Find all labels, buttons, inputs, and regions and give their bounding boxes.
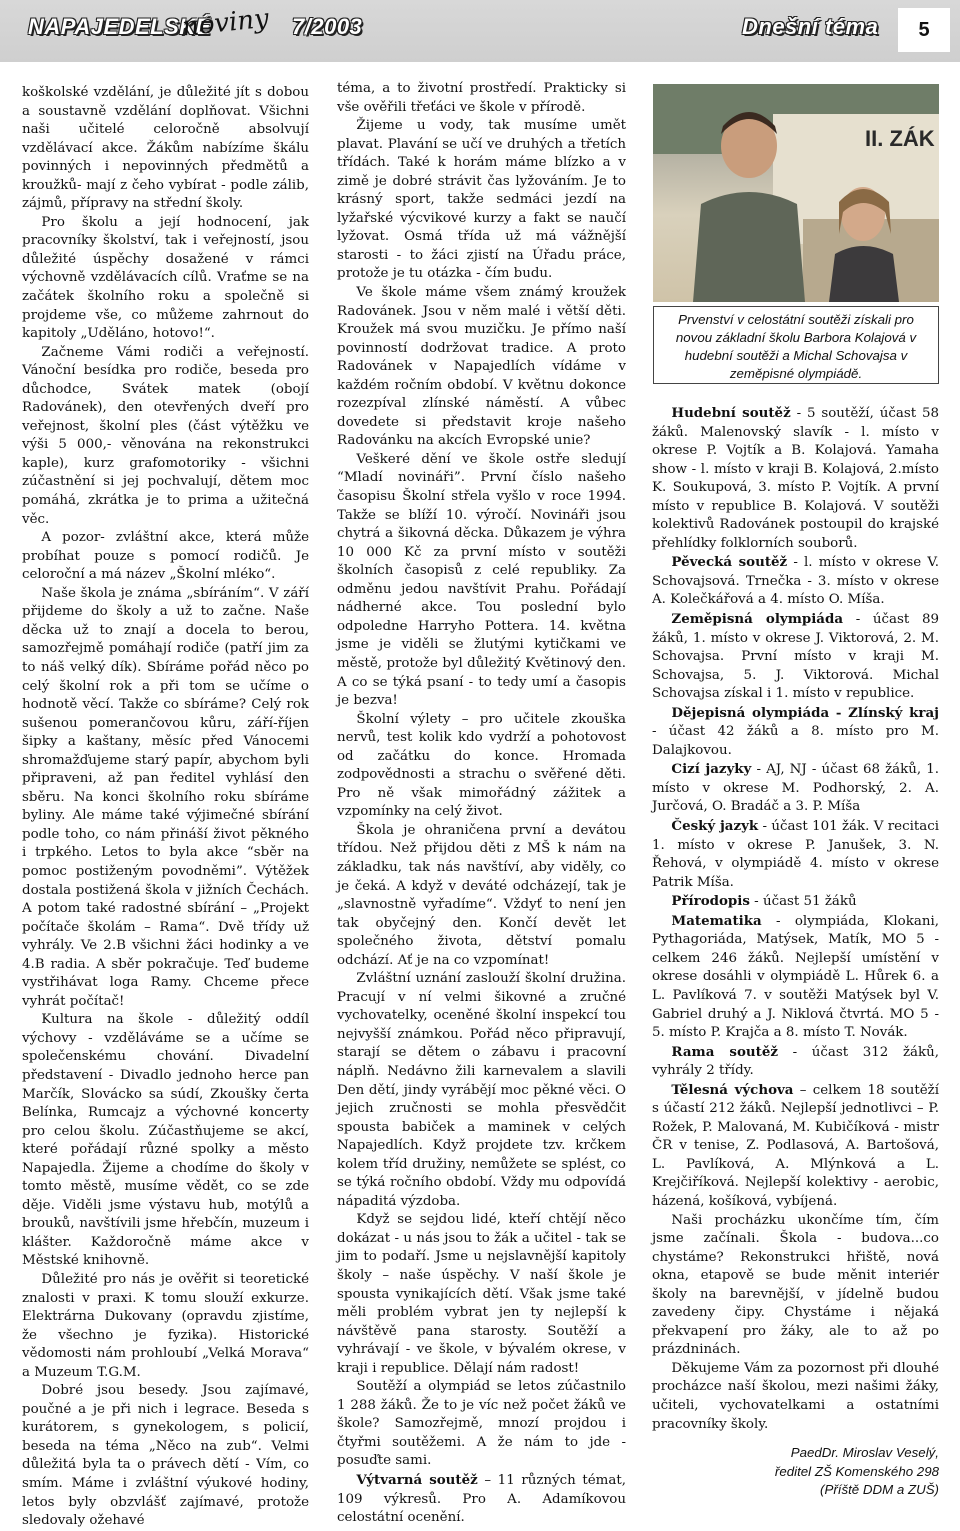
paragraph-lead: Výtvarná soutěž — [356, 1472, 478, 1489]
result-paragraph: Hudební soutěž - 5 soutěží, účast 58 žáků. Malenovský slavík - l. místo v okrese P. Vojtík a B. Kolajová. Yamaha show - l. místo v kraji B. Kolajová, 2.místo K. Soukupová, 3. místo P. Vojtík. A první místo v republice B. Kolajová. V soutěži kolektivů Radovánek postoupil do krajské přehlídky folklorních souborů. — [652, 405, 939, 551]
paragraph: Ve škole máme všem známý kroužek Radovánek. Jsou v něm malé i větší děti. Kroužek má svou muzičku. Je přímo naší povinností dodržovat tradice. A proto Radovánek v Napajedlích vídáme v každém ročním období. V květnu dokonce rozezpíval zlínské náměstí. A vůbec dovedete si představit kroje našeho Radovánku na akcích Evropské unie? — [337, 285, 626, 449]
paragraph: Naši procházku ukončíme tím, čím jsme začínali. Škola - budova...co chystáme? Rekonstrukci hřiště, nová okna, etapově se bude měnit interiér školy na barevnější, v jídelně budou zavedeny čipy. Chystáme i nějaká překvapení pro žáky, ale to až po prázdninách. — [652, 1212, 939, 1358]
paragraph: Veškeré dění ve škole ostře sledují “Mladí novináři”. První číslo našeho časopisu Školní střela vyšlo v roce 1994. Takže se blíží 10. výročí. Novináři jsou chytrá a šikovná děcka. Důkazem je výhra 10 000 Kč za první místo v soutěži školních časopisů z celé republiky. Za odměnu jedou navštívit Prahu. Pořádají nádherné akce. Tou poslední bylo odpoledne Harryho Pottera. 14. května jsme je viděli se žlutými kytičkami ve městě, protože byl důležitý Květinový den. A co se týká psaní - to tedy umí a časopis je bezva! — [337, 451, 626, 709]
result-paragraph: Cizí jazyky - AJ, NJ - účast 68 žáků, 1. místo v okrese M. Podhorský, 2. A. Jurčová, O. Bradáč a 3. P. Míša — [652, 761, 940, 815]
paragraph: Soutěží a olympiád se letos zúčastnilo 1 288 žáků. Že to je víc než počet žáků ve škole? Samozřejmě, mnozí projdou i čtyřmi soutěžemi. A že nám to jde - posuďte sami. — [337, 1379, 626, 1469]
paragraph: koškolské vzdělání, je důležité jít s dobou a soustavně vzdělání doplňovat. Všichni naši učitelé celoročně absolvují vzdělávací akce. Žákům nabízíme škálu povinných i nepovinných předmětů a kroužků- mají z čeho vybírat - podle zálib, zájmů, přípravy na střední školy. — [22, 85, 309, 212]
result-paragraph: Dějepisná olympiáda - Zlínský kraj - účast 42 žáků a 8. místo pro M. Dalajkovou. — [652, 704, 939, 758]
signature-role: ředitel ZŠ Komenského 298 — [774, 1463, 939, 1479]
result-paragraph: Český jazyk - účast 101 žák. V recitaci 1. místo v okrese P. Janušek, 3. N. Řehová, v olympiádě 4. místo v okrese Patrik Míša. — [652, 818, 939, 890]
paragraph: Když se sejdou lidé, kteří chtějí něco dokázat - u nás jsou to žák a učitel - tak se jim to podaří. Jsme u nejslavnější kapitoly školy – naše úspěchy. V naší škole je spousta vynikajících dětí. Však jsme také měli problém vybrat jen ty nejlepší k návštěvě pana starosty. Soutěží a vyhrávají - ve škole, v bývalém okrese, v kraji i republice. Dělají nám radost! — [337, 1212, 626, 1376]
column-1 — [22, 84, 309, 1531]
column-3 — [652, 404, 939, 1500]
paragraph: Naše škola je známa „sbíráním“. V září přijdeme do školy a už to začne. Naše děcka už to znají a docela to berou, samozřejmě pomáhají rodiče (patří jim za to náš velký dík). Sbíráme pořád něco po celý školní rok a při tom se učíme o hodnotě věcí. Takže co sbíráme? Celý rok sušenou pomerančovou kůru, září-říjen šipky a kaštany, měsíc před Vánocemi shromažďujeme starý papír, abychom byli připraveni, až pan ředitel vyhlásí den sběru. Na konci školního roku sbíráme byliny. Ale máme také výjimečné sbírání podle toho, co nám přináší život pěkného i trpkého. Letos to byla akce “sběr na pomoc postiženým povodněmi”. Výtěžek dostala postižená škola v jižních Čechách. A potom také radostné sbírání – „Projekt počítače školám – Rama“. Dvě třídy už vyhrály. Ve 2.B všichni žáci hodinky a ve 4.B radia. A sběr pokračuje. Teď budeme vystřihávat loga Ramy. Chceme přece vyhrát počítač! — [22, 585, 309, 1009]
paragraph: A pozor- zvláštní akce, která může probíhat pouze s pomocí rodičů. Je celoroční a má název „Školní mléko“. — [22, 530, 309, 583]
paragraph: Pro školu a její hodnocení, jak pracovníky školství, tak i veřejností, jsou důležité úspěchy dosažené v rámci výchovně vzdělávacích cílů. Vraťme se na začátek školního roku a společně si projdeme vše, co můžeme zahrnout do kapitoly „Uděláno, hotovo!“. — [22, 214, 309, 342]
page-header — [0, 0, 960, 62]
paragraph: Školní výlety – pro učitele zkouška nervů, test kolik kdo vydrží a pohotovost od začátku do konce. Hromada zodpovědnosti a strachu o svěřené děti. Pro ně však mimořádný zážitek a vzpomínky na celý život. — [337, 711, 626, 820]
paragraph: Škola je ohraničena první a devátou třídou. Než přijdou děti z MŠ k nám na základku, tak nás navštíví, aby viděly, co je čeká. A když v deváté odcházejí, tak je „slavnostně vyřadíme“. Vždyť to není jen tak obyčejný den. Končí devět let společného života, dětství pomalu odchází. Ať je na co vzpomínat! — [337, 822, 626, 968]
paragraph: Začneme Vámi rodiči a veřejností. Vánoční besídka pro rodiče, beseda pro důchodce, Svátek matek (obojí Radovánek), den otevřených dveří pro veřejnost, školní ples (část výtěžku ve výši 5 000,- věnována na rekonstrukci kaple), kurz grafomotoriky - všichni zúčastnění si jej pochvalují, dětem moc pomáhá, zkrátka je to prima a užitečná věc. — [22, 344, 309, 527]
newspaper-title: NAPAJEDELSKÉ — [28, 14, 211, 39]
result-paragraph: Rama soutěž - účast 312 žáků, vyhrály 2 třídy. — [652, 1043, 939, 1079]
paragraph: Kultura na škole - důležitý oddíl výchovy - vzděláváme se a učíme se společenskému chování. Divadelní představení - Divadlo jednoho herce pan Marčík, Slovácko sa súdí, Zkoušky čerta Belínka, Rumcajz a výchovné koncerty pro celou školu. Zúčastňujeme se akcí, které pořádají různé spolky a město Napajedla. Žijeme a chodíme do školy v tomto městě, musíme vědět, co se zde děje. Viděli jsme výstavu hub, motýlů a brouků, navštívili jsme hřebčín, muzeum i klášter. Každoročně máme akce v Městské knihovně. — [22, 1012, 309, 1269]
result-paragraph: Tělesná výchova – celkem 18 soutěží s účastí 212 žáků. Nejlepší jednotlivci – P. Rožek, P. Malovaná, M. Kubičíková - mistr ČR v tenise, Z. Podlasová, A. Bartošová, L. Pavlíková, A. Mlýnková a L. Krejčiříková. Nejlepší kolektivy - aerobic, házená, košíková, vybíjená. — [652, 1081, 939, 1209]
students-photo — [653, 84, 939, 302]
result-paragraph: Zeměpisná olympiáda - účast 89 žáků, 1. místo v okrese J. Viktorová, 2. M. Schovajsa. První místo v kraji M. Schovajsa, 5. J. Viktorová. Michal Schovajsa získal i 1. místo v republice. — [652, 611, 939, 702]
signature-name: PaedDr. Miroslav Veselý, — [790, 1445, 939, 1461]
result-paragraph: Matematika - olympiáda, Klokani, Pythagoriáda, Matýsek, Matík, MO 5 - celkem 246 žáků. Nejlepší umístění v okrese dosáhli v olympiádě L. Hůrek 6. a L. Pavlíková 7. v soutěži Matýsek byl V. Gabriel druhý a J. Niklová čtvrtá. MO 5 - 5. místo P. Krajča a 8. místo T. Novák. — [652, 912, 939, 1041]
paragraph: Výtvarná soutěž – 11 různých témat, 109 výkresů. Pro A. Adamíkovou celostátní ocenění. — [337, 1472, 626, 1526]
paragraph: Dobré jsou besedy. Jsou zajímavé, poučné a je při nich i legrace. Beseda s kurátorem, s gynekologem, s policií, beseda na téma „Něco na zub“. Velmi důležitá byla ta o právech dětí - Vím, co smím. Máme i zvláštní výukové hodiny, letos byly obzvlášť zajímavé, protože sledovaly ožehavé — [22, 1383, 309, 1529]
paragraph: Děkujeme Vám za pozornost při dlouhé procházce naší školou, mezi našimi žáky, učiteli, vychovatelkami a ostatními pracovníky školy. — [652, 1360, 939, 1432]
newspaper-title-script: noviny — [180, 3, 271, 43]
result-paragraph: Přírodopis - účast 51 žáků — [671, 893, 857, 910]
section-title: Dnešní téma — [742, 14, 879, 39]
paragraph: Žijeme u vody, tak musíme umět plavat. Plavání se učí ve druhých a třetích třídách. Také k horám máme blízko a v zimě je dobré strávit čas lyžováním. Je to krásný sport, takže sedmáci jezdí na lyžařské výcvikové kurzy a fakt se naučí lyžovat. Osmá třída už má vážnější starosti - to žáci zjistí na Úřadu práce, protože je tu otázka - čím budu. — [337, 118, 626, 282]
paragraph: téma, a to životní prostředí. Prakticky si vše ověřili třeťáci ve škole v přírodě. — [337, 81, 626, 115]
result-paragraph: Pěvecká soutěž - l. místo v okrese V. Schovajsová. Trnečka - 3. místo v okrese A. Kolečkářová a 4. místo O. Míša. — [652, 554, 939, 608]
wall-lettering: II. ZÁK — [865, 126, 935, 151]
page-number: 5 — [898, 8, 950, 52]
paragraph: Důležité pro nás je ověřit si teoretické znalosti v praxi. K tomu slouží exkurze. Elektrárna Dukovany (opravdu zjistíme, že všechno je fyzika). Historické vědomosti nám prohloubí „Velká Morava“ a Muzeum T.G.M. — [22, 1272, 309, 1380]
photo-illustration — [653, 84, 939, 302]
issue-number: 7/2003 — [292, 14, 363, 39]
photo-caption: Prvenství v celostátní soutěži získali pro novou základní školu Barbora Kolajová v hudební soutěži a Michal Schovajsa v zeměpisné olympiádě. — [653, 306, 939, 384]
next-issue-note: (Příště DDM a ZUŠ) — [820, 1482, 939, 1498]
paragraph: Zvláštní uznání zaslouží školní družina. Pracují v ní velmi šikovné a zručné vychovatelky, oceněné školní inspekcí tou nejvyšší známkou. Pořád něco připravují, starají se dětem o zábavu i pracovní náplň. Nedávno žili karnevalem a slavili Den dětí, jindy vyrábějí moc pěkné věci. O jejich zručnosti se mohla přesvědčit spousta babiček a maminek v celých Napajedlích. Když projdete tzv. krčkem kolem tříd družiny, nemůžete se splést, co se týká ročního období. Vždy mu odpovídá nápaditá výzdoba. — [337, 971, 626, 1209]
column-2 — [337, 80, 626, 1528]
